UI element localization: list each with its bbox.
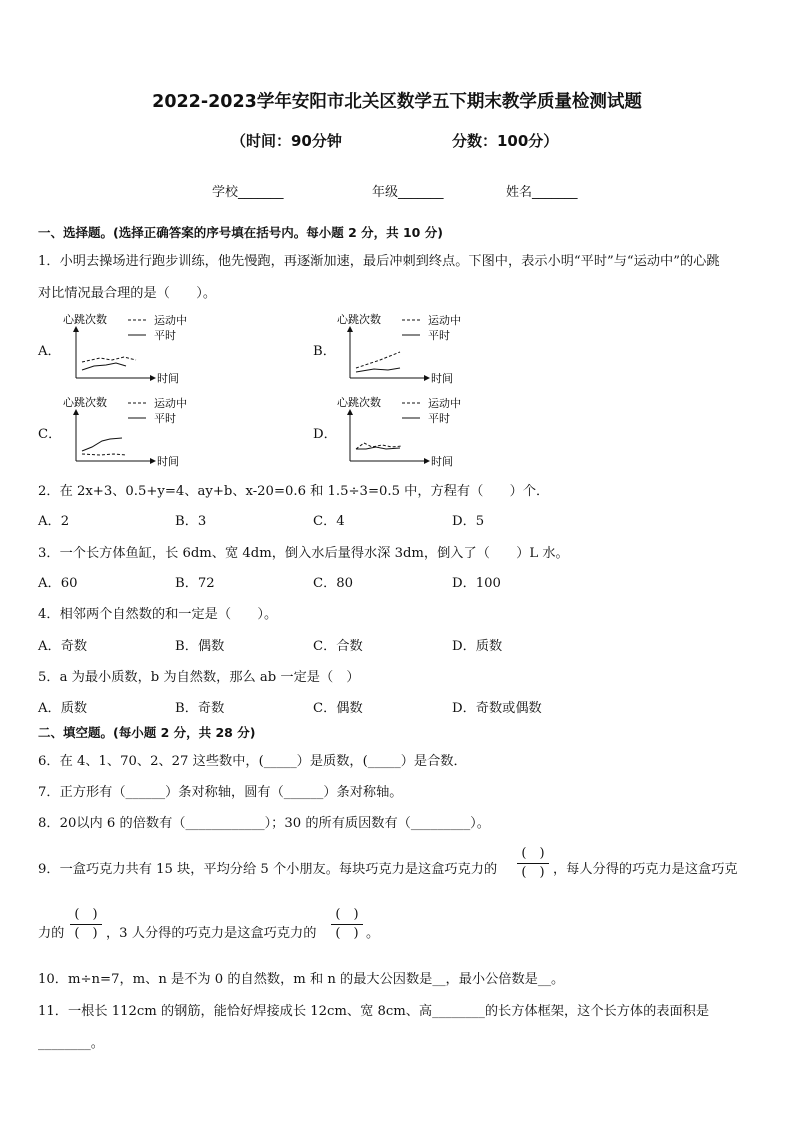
q1-chart-b	[334, 308, 474, 388]
question-11-line1: 11．一根长 112cm 的钢筋，能恰好焊接成长 12cm、宽 8cm、高________的长方体框架，这个长方体的表面积是	[38, 1004, 710, 1019]
chart-b-xlabel: 时间	[431, 372, 453, 385]
chart-d-ylabel: 心跳次数	[337, 396, 381, 409]
q9-fraction-blank-1	[517, 846, 549, 881]
q2-option-c: C．4	[313, 514, 345, 529]
fraction-denominator: ( )	[335, 926, 359, 941]
q1-option-a-label: A．	[38, 344, 61, 359]
q4-option-b: B．偶数	[175, 639, 225, 654]
chart-a-ylabel: 心跳次数	[63, 313, 107, 326]
question-5: 5．a 为最小质数，b 为自然数，那么 ab 一定是（ ）	[38, 670, 360, 685]
q2-option-a: A．2	[38, 514, 70, 529]
q1-option-d-label: D．	[313, 427, 337, 442]
question-1-line1: 1．小明去操场进行跑步训练，他先慢跑，再逐渐加速，最后冲刺到终点。下图中，表示小明“平时”与“运动中”的心跳	[38, 254, 720, 269]
question-2: 2．在 2x+3、0.5+y=4、ay+b、x-20=0.6 和 1.5÷3=0.5 中，方程有（ ）个．	[38, 484, 550, 499]
school-field: 学校_______	[212, 185, 284, 200]
q9-fraction-blank-2	[70, 907, 102, 942]
chart-b-ylabel: 心跳次数	[337, 313, 381, 326]
fraction-bar	[331, 924, 363, 925]
q5-option-d: D．奇数或偶数	[452, 701, 542, 716]
q3-option-a: A．60	[38, 576, 78, 591]
exam-score: 分数：100分）	[452, 132, 559, 150]
chart-b-legend-solid: 平时	[428, 329, 450, 342]
chart-d-legend-dashed: 运动中	[428, 397, 461, 410]
question-9-part3: 力的	[38, 926, 65, 941]
q3-option-d: D．100	[452, 576, 501, 591]
q5-option-c: C．偶数	[313, 701, 363, 716]
question-9-part4: ，3 人分得的巧克力是这盒巧克力的	[106, 926, 317, 941]
question-3: 3．一个长方体鱼缸，长 6dm、宽 4dm，倒入水后量得水深 3dm，倒入了（ ）L 水。	[38, 546, 569, 561]
q1-option-b-label: B．	[313, 344, 336, 359]
chart-a-legend-solid: 平时	[154, 329, 176, 342]
page-title: 2022-2023学年安阳市北关区数学五下期末教学质量检测试题	[152, 92, 642, 112]
q1-option-c-label: C．	[38, 427, 62, 442]
q4-option-c: C．合数	[313, 639, 363, 654]
chart-d-xlabel: 时间	[431, 455, 453, 468]
question-11-line2: ________。	[38, 1036, 104, 1051]
question-9-part5: 。	[366, 926, 380, 941]
exam-time: （时间：90分钟	[231, 132, 342, 150]
q2-option-b: B．3	[175, 514, 207, 529]
fraction-numerator: ( )	[335, 907, 359, 922]
chart-c-xlabel: 时间	[157, 455, 179, 468]
question-10: 10．m÷n=7，m、n 是不为 0 的自然数，m 和 n 的最大公因数是__，最小公倍数是__。	[38, 972, 565, 987]
question-6: 6．在 4、1、70、2、27 这些数中，(_____）是质数，(_____）是合数．	[38, 754, 467, 769]
chart-a-legend-dashed: 运动中	[154, 314, 187, 327]
q3-option-b: B．72	[175, 576, 215, 591]
chart-c-legend-solid: 平时	[154, 412, 176, 425]
fraction-numerator: ( )	[521, 846, 545, 861]
chart-a-xlabel: 时间	[157, 372, 179, 385]
fraction-denominator: ( )	[521, 865, 545, 880]
chart-b-legend-dashed: 运动中	[428, 314, 461, 327]
fraction-bar	[517, 863, 549, 864]
question-9-part2: ，每人分得的巧克力是这盒巧克	[553, 862, 738, 877]
q4-option-a: A．奇数	[38, 639, 88, 654]
q1-chart-d	[334, 391, 474, 471]
q4-option-d: D．质数	[452, 639, 503, 654]
chart-c-ylabel: 心跳次数	[63, 396, 107, 409]
question-8: 8．20以内 6 的倍数有（____________）；30 的所有质因数有（_________）。	[38, 816, 490, 831]
fraction-denominator: ( )	[74, 926, 98, 941]
chart-d-legend-solid: 平时	[428, 412, 450, 425]
q5-option-b: B．奇数	[175, 701, 225, 716]
q2-option-d: D．5	[452, 514, 485, 529]
q1-chart-a	[60, 308, 200, 388]
question-1-line2: 对比情况最合理的是（ ）。	[38, 286, 217, 301]
section-heading-fill: 二、填空题。(每小题 2 分，共 28 分)	[38, 725, 256, 740]
q9-fraction-blank-3	[331, 907, 363, 942]
name-field: 姓名_______	[506, 185, 578, 200]
question-9-part1: 9．一盒巧克力共有 15 块，平均分给 5 个小朋友。每块巧克力是这盒巧克力的	[38, 862, 498, 877]
q3-option-c: C．80	[313, 576, 354, 591]
grade-field: 年级_______	[372, 185, 444, 200]
section-heading-choice: 一、选择题。(选择正确答案的序号填在括号内。每小题 2 分，共 10 分)	[38, 225, 443, 240]
fraction-bar	[70, 924, 102, 925]
question-4: 4．相邻两个自然数的和一定是（ ）。	[38, 607, 278, 622]
q5-option-a: A．质数	[38, 701, 88, 716]
chart-c-legend-dashed: 运动中	[154, 397, 187, 410]
question-7: 7．正方形有（______）条对称轴，圆有（______）条对称轴。	[38, 785, 403, 800]
fraction-numerator: ( )	[74, 907, 98, 922]
q1-chart-c	[60, 391, 200, 471]
